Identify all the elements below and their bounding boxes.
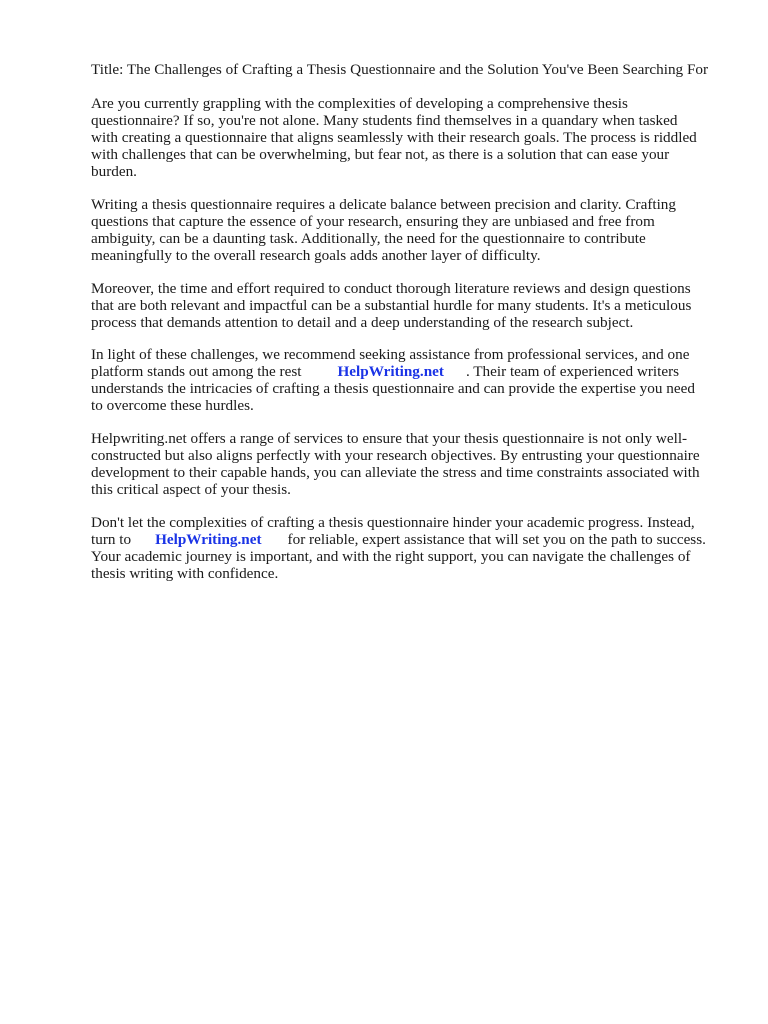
paragraph-line: Writing a thesis questionnaire requires a delicate balance between precision and clarity. Crafting: [91, 196, 676, 213]
paragraph-recommendation: [91, 346, 731, 414]
title-line: Title: The Challenges of Crafting a Thesis Questionnaire and the Solution You've Been Searching For: [91, 61, 709, 78]
paragraph-line: constructed but also aligns perfectly with your research objectives. By entrusting your questionnaire: [91, 447, 700, 464]
paragraph-line: Helpwriting.net offers a range of services to ensure that your thesis questionnaire is not only well-: [91, 430, 688, 447]
paragraph-line: meaningfully to the overall research goals adds another layer of difficulty.: [91, 247, 541, 264]
paragraph-line: questions that capture the essence of your research, ensuring they are unbiased and free from: [91, 213, 655, 230]
paragraph-line: thesis writing with confidence.: [91, 565, 279, 582]
paragraph-line: to overcome these hurdles.: [91, 397, 254, 414]
paragraph-services: [91, 430, 731, 498]
paragraph-balance: [91, 196, 731, 264]
paragraph-line: with challenges that can be overwhelming, but fear not, as there is a solution that can ease your: [91, 146, 670, 163]
paragraph-closing: [91, 514, 731, 582]
paragraph-line: questionnaire? If so, you're not alone. Many students find themselves in a quandary when tasked: [91, 112, 678, 129]
paragraph-time-effort: [91, 280, 731, 331]
paragraph-line: burden.: [91, 163, 137, 180]
paragraph-line: that are both relevant and impactful can be a substantial hurdle for many students. It's a meticulous: [91, 297, 692, 314]
link-lead-text: turn to: [91, 531, 132, 548]
paragraph-line: Are you currently grappling with the complexities of developing a comprehensive thesis: [91, 95, 628, 112]
paragraph-line: process that demands attention to detail and a deep understanding of the research subject.: [91, 314, 634, 331]
link-lead-text: platform stands out among the rest: [91, 363, 302, 380]
paragraph-line: this critical aspect of your thesis.: [91, 481, 291, 498]
paragraph-line-with-link: [91, 531, 731, 548]
paragraph-line: ambiguity, can be a daunting task. Additionally, the need for the questionnaire to contribute: [91, 230, 646, 247]
helpwriting-link[interactable]: HelpWriting.net: [155, 531, 262, 548]
paragraph-line-with-link: [91, 363, 731, 380]
helpwriting-link[interactable]: HelpWriting.net: [337, 363, 444, 380]
paragraph-line: with creating a questionnaire that aligns seamlessly with their research goals. The process is riddled: [91, 129, 697, 146]
paragraph-line: Don't let the complexities of crafting a thesis questionnaire hinder your academic progress. Instead,: [91, 514, 695, 531]
document-title: [91, 61, 731, 78]
paragraph-line: understands the intricacies of crafting a thesis questionnaire and can provide the expertise you need: [91, 380, 695, 397]
paragraph-line: development to their capable hands, you can alleviate the stress and time constraints associated with: [91, 464, 700, 481]
paragraph-intro: [91, 95, 731, 180]
paragraph-line: Moreover, the time and effort required to conduct thorough literature reviews and design questions: [91, 280, 691, 297]
paragraph-line: Your academic journey is important, and with the right support, you can navigate the challenges of: [91, 548, 691, 565]
paragraph-line: In light of these challenges, we recommend seeking assistance from professional services, and one: [91, 346, 690, 363]
link-trail-text: . Their team of experienced writers: [465, 363, 680, 380]
link-trail-text: for reliable, expert assistance that will set you on the path to success.: [287, 531, 706, 548]
